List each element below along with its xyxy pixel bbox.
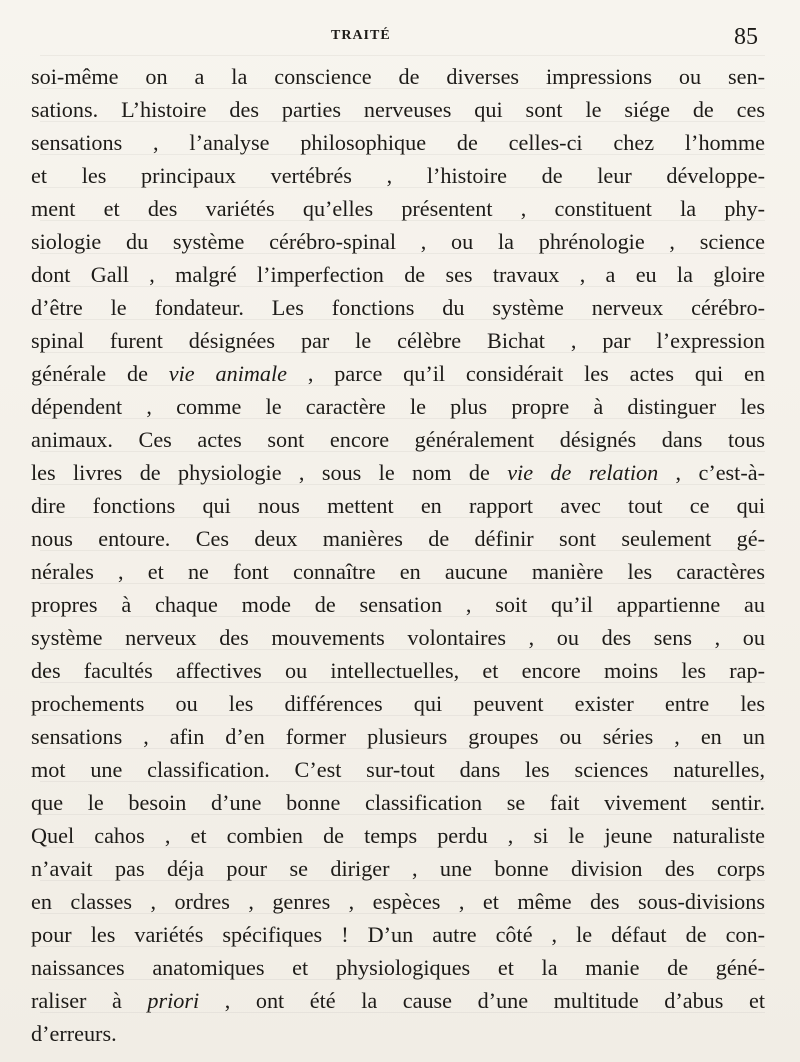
text-line: [31, 819, 765, 852]
text-segment: et les principaux vertébrés , l’histoire de leur développe-: [31, 163, 765, 188]
text-segment: raliser à: [31, 988, 148, 1013]
text-segment: que le besoin d’une bonne classification se fait vivement sentir.: [31, 790, 765, 815]
text-line: [31, 258, 765, 291]
page-header: [0, 24, 800, 54]
text-line: [31, 588, 765, 621]
text-line: [31, 918, 765, 951]
text-line: [31, 192, 765, 225]
text-line: [31, 522, 765, 555]
text-segment: pour les variétés spécifiques ! D’un autre côté , le défaut de con-: [31, 922, 765, 947]
text-line: [31, 984, 765, 1017]
text-segment: spinal furent désignées par le célèbre Bichat , par l’expression: [31, 328, 765, 353]
italic-phrase: priori: [147, 988, 200, 1013]
text-segment: animaux. Ces actes sont encore généralement désignés dans tous: [31, 427, 765, 452]
text-line: [31, 456, 765, 489]
text-segment: en classes , ordres , genres , espèces , et même des sous-divisions: [31, 889, 765, 914]
text-segment: dépendent , comme le caractère le plus propre à distinguer les: [31, 394, 765, 419]
text-line: [31, 159, 765, 192]
text-segment: Quel cahos , et combien de temps perdu , si le jeune naturaliste: [31, 823, 765, 848]
text-line: [31, 654, 765, 687]
text-segment: système nerveux des mouvements volontaires , ou des sens , ou: [31, 625, 765, 650]
text-line: [31, 489, 765, 522]
text-segment: des facultés affectives ou intellectuelles, et encore moins les rap-: [31, 658, 765, 683]
text-line: [31, 753, 765, 786]
text-line: [31, 720, 765, 753]
text-segment: dont Gall , malgré l’imperfection de ses travaux , a eu la gloire: [31, 262, 765, 287]
running-title: TRAITÉ: [331, 28, 391, 43]
text-line: [31, 852, 765, 885]
text-segment: ment et des variétés qu’elles présentent , constituent la phy-: [31, 196, 765, 221]
text-segment: soi-même on a la conscience de diverses impressions ou sen-: [31, 64, 765, 89]
text-line: [31, 1017, 765, 1050]
text-segment: les livres de physiologie , sous le nom de: [31, 460, 508, 485]
text-line: [31, 885, 765, 918]
text-segment: générale de: [31, 361, 169, 386]
text-segment: dire fonctions qui nous mettent en rapport avec tout ce qui: [31, 493, 765, 518]
text-segment: d’être le fondateur. Les fonctions du système nerveux cérébro-: [31, 295, 765, 320]
text-segment: nérales , et ne font connaître en aucune manière les caractères: [31, 559, 765, 584]
italic-phrase: vie animale: [168, 361, 287, 386]
text-segment: sensations , l’analyse philosophique de celles-ci chez l’homme: [31, 130, 765, 155]
text-segment: mot une classification. C’est sur-tout dans les sciences naturelles,: [31, 757, 765, 782]
text-line: [31, 60, 765, 93]
text-segment: sensations , afin d’en former plusieurs groupes ou séries , en un: [31, 724, 765, 749]
text-line: [31, 423, 765, 456]
text-line: [31, 951, 765, 984]
text-line: [31, 555, 765, 588]
text-segment: naissances anatomiques et physiologiques et la manie de géné-: [31, 955, 765, 980]
text-line: [31, 93, 765, 126]
text-line: [31, 621, 765, 654]
text-line: [31, 390, 765, 423]
text-line: [31, 291, 765, 324]
text-segment: siologie du système cérébro-spinal , ou la phrénologie , science: [31, 229, 765, 254]
text-segment: , ont été la cause d’une multitude d’abus et: [199, 988, 765, 1013]
text-line: [31, 324, 765, 357]
text-line: [31, 126, 765, 159]
main-text: [31, 60, 765, 1050]
text-segment: , parce qu’il considérait les actes qui en: [287, 361, 765, 386]
page-number: 85: [734, 24, 758, 50]
text-segment: nous entoure. Ces deux manières de définir sont seulement gé-: [31, 526, 765, 551]
text-line: [31, 687, 765, 720]
text-segment: , c’est-à-: [658, 460, 765, 485]
text-segment: d’erreurs.: [31, 1021, 117, 1046]
text-segment: n’avait pas déja pour se diriger , une bonne division des corps: [31, 856, 765, 881]
text-segment: prochements ou les différences qui peuvent exister entre les: [31, 691, 765, 716]
text-segment: sations. L’histoire des parties nerveuses qui sont le siége de ces: [31, 97, 765, 122]
text-segment: propres à chaque mode de sensation , soit qu’il appartienne au: [31, 592, 765, 617]
italic-phrase: vie de relation: [507, 460, 659, 485]
text-line: [31, 786, 765, 819]
text-line: [31, 225, 765, 258]
text-line: [31, 357, 765, 390]
